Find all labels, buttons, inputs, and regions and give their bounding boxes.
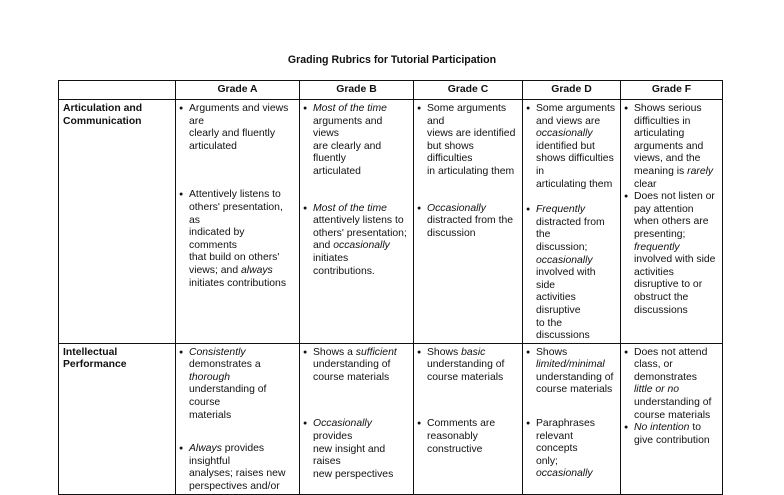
list-item: ● Some arguments and views are identified but shows difficulties in articulating them bbox=[417, 103, 518, 179]
cell-articulation-grade-d bbox=[523, 100, 621, 344]
rubric-table bbox=[58, 80, 723, 495]
header-grade-c: Grade C bbox=[414, 81, 523, 100]
list-item: ● Most of the time arguments and views are clearly and fluently articulated bbox=[303, 103, 409, 179]
list-item: ● Some arguments and views are occasionally identified but shows difficulties in articulating them bbox=[526, 103, 616, 191]
list-item: ● Shows limited/minimal understanding of course materials bbox=[526, 347, 616, 397]
cell-articulation-grade-a bbox=[176, 100, 300, 344]
header-grade-f: Grade F bbox=[621, 81, 723, 100]
list-item: ● Paraphrases relevant concepts only; occasionally bbox=[526, 418, 616, 481]
cell-intellectual-grade-b bbox=[300, 343, 414, 494]
page-title: Grading Rubrics for Tutorial Participation bbox=[287, 54, 497, 66]
cell-intellectual-grade-a bbox=[176, 343, 300, 494]
list-item: ● Occasionally provides new insight and raises new perspectives bbox=[303, 418, 409, 481]
list-item: ● Occasionally distracted from the discussion bbox=[417, 203, 518, 241]
cell-articulation-grade-f bbox=[621, 100, 723, 344]
list-item: ● Consistently demonstrates a thorough understanding of course materials bbox=[179, 347, 295, 423]
header-row bbox=[59, 81, 723, 100]
header-criteria bbox=[59, 81, 176, 100]
list-item: ● Arguments and views are clearly and fluently articulated bbox=[179, 103, 295, 153]
list-item: ● Comments are reasonably constructive bbox=[417, 418, 518, 456]
list-item: ● Shows a sufficient understanding of course materials bbox=[303, 347, 409, 385]
cell-articulation-grade-c bbox=[414, 100, 523, 344]
header-grade-a: Grade A bbox=[176, 81, 300, 100]
list-item: ● No intention to give contribution bbox=[624, 422, 718, 447]
list-item: ● Frequently distracted from the discussion; occasionally involved with side activities disruptive to the discussions bbox=[526, 204, 616, 343]
list-item: ● Shows basic understanding of course materials bbox=[417, 347, 518, 385]
list-item: ● Does not listen or pay attention when others are presenting; frequently involved with side activities disruptive to or obstruct the discussions bbox=[624, 191, 718, 317]
list-item: ● Most of the time attentively listens to others' presentation; and occasionally initiates contributions. bbox=[303, 203, 409, 279]
table-row bbox=[59, 343, 723, 494]
criterion-articulation: Articulation and Communication bbox=[59, 100, 176, 344]
list-item: ● Shows serious difficulties in articulating arguments and views, and the meaning is rarely clear bbox=[624, 103, 718, 191]
cell-articulation-grade-b bbox=[300, 100, 414, 344]
table-row bbox=[59, 100, 723, 344]
list-item: ● Attentively listens to others' presentation, as indicated by comments that build on others' views; and always initiates contributions bbox=[179, 189, 295, 290]
criterion-intellectual: Intellectual Performance bbox=[59, 343, 176, 494]
header-grade-b: Grade B bbox=[300, 81, 414, 100]
header-grade-d: Grade D bbox=[523, 81, 621, 100]
cell-intellectual-grade-f bbox=[621, 343, 723, 494]
cell-intellectual-grade-d bbox=[523, 343, 621, 494]
list-item: ● Does not attend class, or demonstrates little or no understanding of course materials bbox=[624, 347, 718, 423]
cell-intellectual-grade-c bbox=[414, 343, 523, 494]
list-item: ● Always provides insightful analyses; raises new perspectives and/or bbox=[179, 443, 295, 493]
